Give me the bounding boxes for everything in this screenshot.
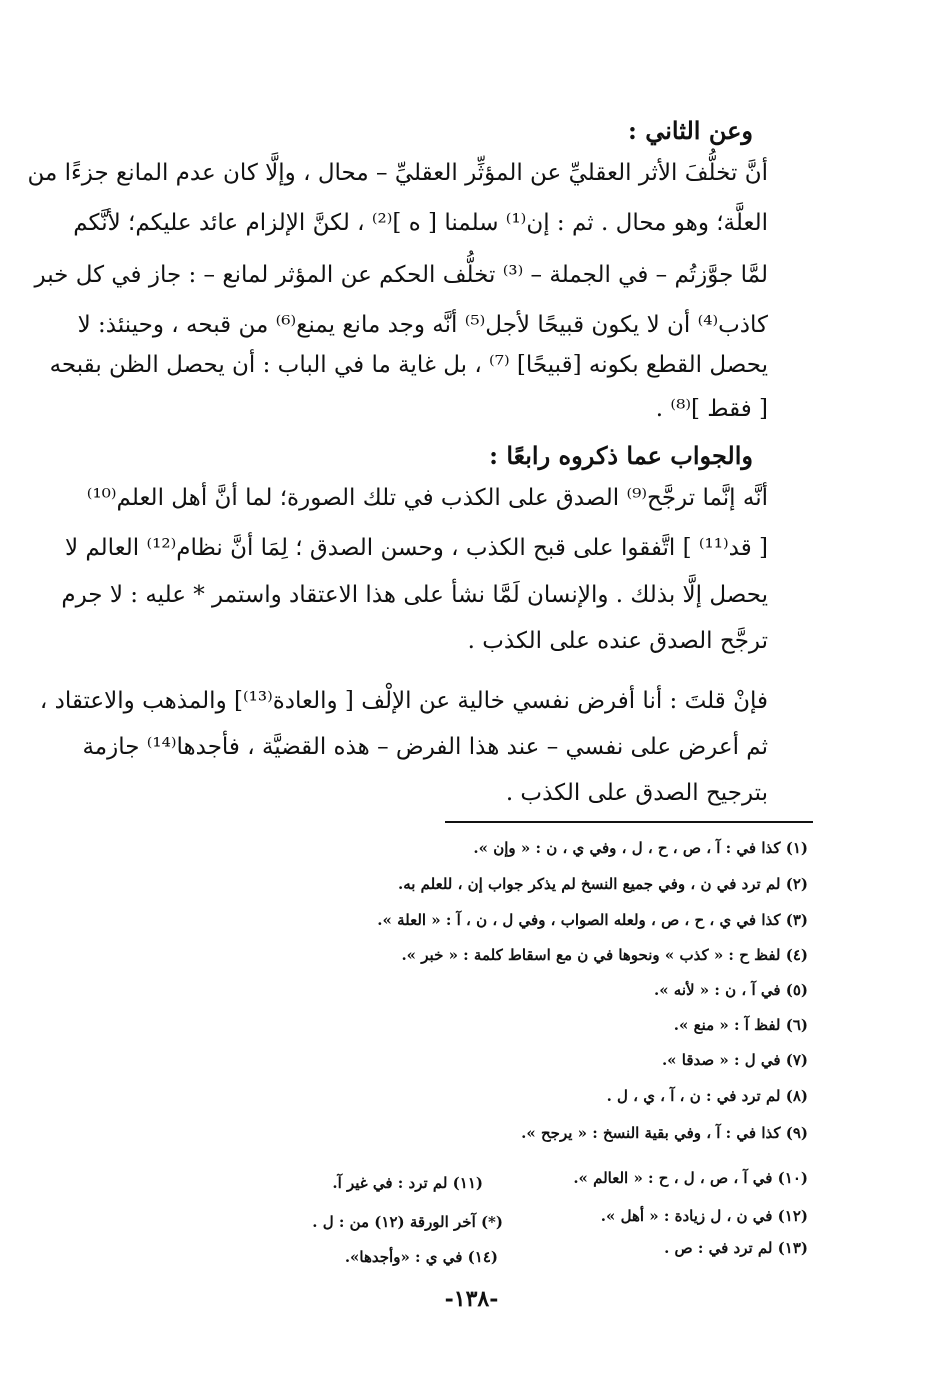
body-line: يحصل إلَّا بذلك . والإنسان لَمَّا نشأ على هذا الاعتقاد واستمر * عليه : لا جرم [61,582,768,608]
body-line: كاذب⁽⁴⁾ أن لا يكون قبيحًا لأجل⁽⁵⁾ أنَّه وجد مانع يمنع⁽⁶⁾ من قبحه ، وحينئذ: لا [77,312,768,338]
footnote: (٢) لم ترد في ن ، وفي جميع النسخ لم يذكر جواب إن ، للعلم به. [397,875,808,893]
footnote: (١) كذا في : آ ، ص ، ح ، ل ، وفي ي ، ن : « وإن ». [473,839,808,857]
footnote: (١٠) في آ ، ص ، ل ، ح : « العالم ». [573,1169,808,1187]
body-line: ثم أعرض على نفسي – عند هذا الفرض – هذه القضيَّة ، فأجدها⁽¹⁴⁾ جازمة [82,734,768,760]
footnote: (٩) كذا في : آ ، وفي بقية النسخ : « يرجح ». [521,1124,808,1142]
body-line: [ قد⁽¹¹⁾ ] اتَّفقوا على قبح الكذب ، وحسن الصدق ؛ لِمَا أنَّ نظام⁽¹²⁾ العالم لا [64,535,768,561]
footnote: (١٣) لم ترد في : ص . [664,1239,808,1257]
body-line: [ فقط ]⁽⁸⁾ . [655,396,768,422]
body-line: لمَّا جوَّزتُم – في الجملة – ⁽³⁾ تخلُّف الحكم عن المؤثر لمانع – : جاز في كل خبر [34,262,768,288]
footnote: (١١) لم ترد : في غير آ. [332,1174,483,1192]
footnote: (*) آخر الورقة (١٢) من : ل . [312,1213,503,1231]
footnote: (٦) لفظ آ : « منع ». [673,1016,808,1034]
body-line: يحصل القطع بكونه [قبيحًا] ⁽⁷⁾ ، بل غاية ما في الباب : أن يحصل الظن بقبحه [49,352,768,378]
footnote: (٤) لفظ ح : « كذب » ونحوها في ن مع اسقاط كلمة : « خبر ». [401,946,808,964]
body-line: أنَّه إنَّما ترجَّح⁽⁹⁾ الصدق على الكذب في تلك الصورة؛ لما أنَّ أهل العلم⁽¹⁰⁾ [86,485,768,511]
footnote: (٣) كذا في ي ، ح ، ص ، ولعله الصواب ، وفي ل ، ن ، آ : « العلة ». [377,911,808,929]
body-line: بترجيح الصدق على الكذب . [505,780,768,806]
section-heading-answer-fourth: والجواب عما ذكروه رابعًا : [489,441,753,470]
footnote: (٧) في ل : « صدقا ». [661,1051,808,1069]
section-heading-second: وعن الثاني : [628,116,753,145]
footnote: (٥) في آ ، ن : « لأنه ». [653,981,808,999]
body-line: ترجَّح الصدق عنده على الكذب . [467,628,768,654]
body-line: فإنْ قلتَ : أنا أفرض نفسي خالية عن الإلْف [ والعادة⁽¹³⁾] والمذهب والاعتقاد ، [39,688,768,714]
footnote: (١٤) في ي : «وأجدها». [344,1248,498,1266]
page-number: -١٣٨- [444,1286,499,1312]
footnote: (١٢) في ن ، ل زيادة : « أهل ». [600,1207,808,1225]
body-line: العلَّة؛ وهو محال . ثم : إن⁽¹⁾ سلمنا [ ه ]⁽²⁾ ، لكنَّ الإلزام عائد عليكم؛ لأنَّكم [73,210,768,236]
footnote: (٨) لم ترد في : ن ، آ ، ي ، ل . [606,1087,808,1105]
footnote-divider [445,821,813,823]
body-line: أنَّ تخلُّفَ الأثر العقليِّ عن المؤثِّر العقليِّ – محال ، وإلَّا كان عدم المانع جزءًا من [27,160,768,186]
